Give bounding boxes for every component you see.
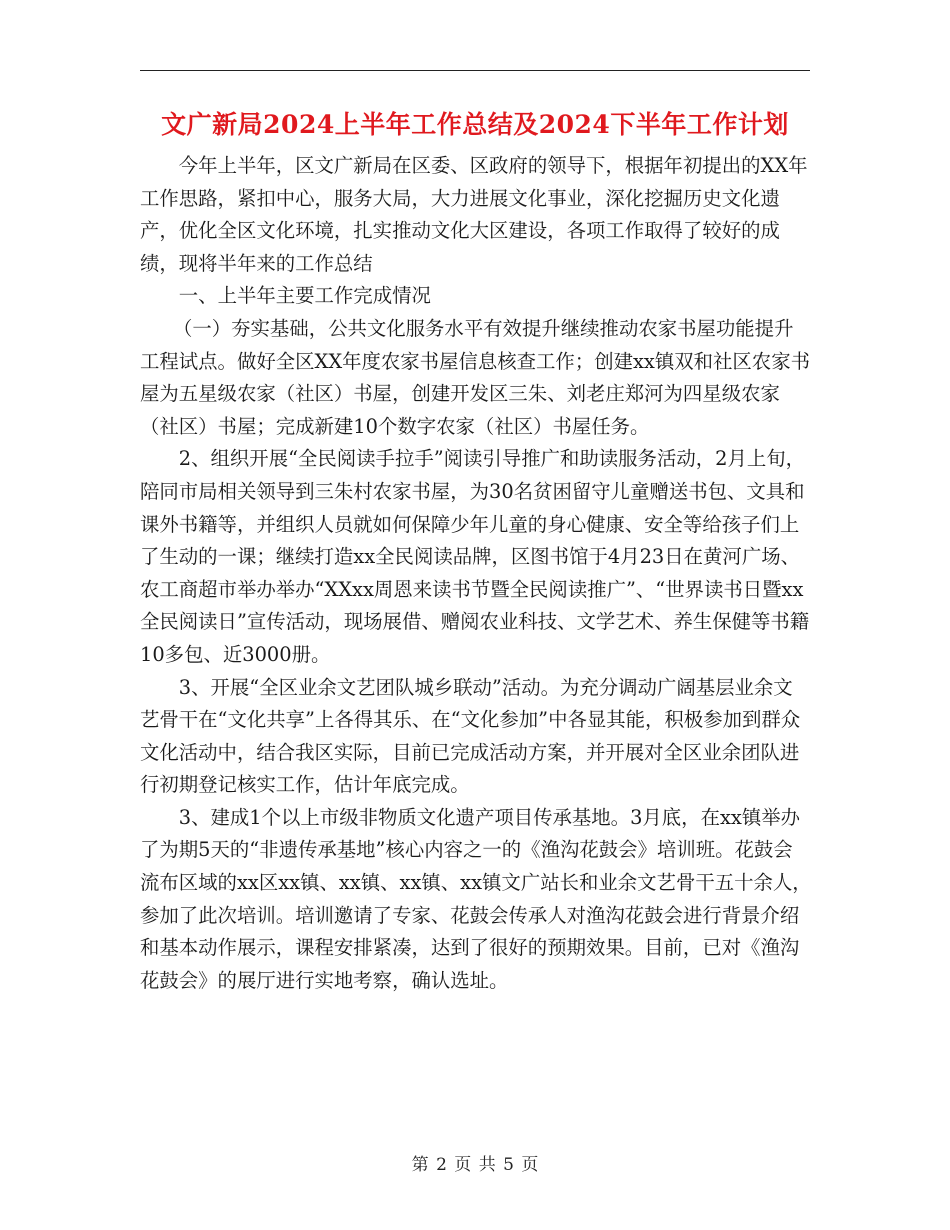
body-paragraph: 3、开展“全区业余文艺团队城乡联动”活动。为充分调动广阔基层业余文艺骨干在“文化共享”上各得其乐、在“文化参加”中各显其能，积极参加到群众文化活动中，结合我区实际，目前已完成活动方案，并开展对全区业余团队进行初期登记核实工作，估计年底完成。	[140, 675, 801, 797]
section-heading: 一、上半年主要工作完成情况	[178, 284, 431, 308]
document-body	[140, 150, 812, 997]
body-paragraph: 3、建成1个以上市级非物质文化遗产项目传承基地。3月底，在xx镇举办了为期5天的“非遗传承基地”核心内容之一的《渔沟花鼓会》培训班。花鼓会流布区域的xx区xx镇、xx镇、xx镇、xx镇文广站长和业余文艺骨干五十余人，参加了此次培训。培训邀请了专家、花鼓会传承人对渔沟花鼓会进行背景介绍和基本动作展示，课程安排紧凑，达到了很好的预期效果。目前，已对《渔沟花鼓会》的展厅进行实地考察，确认选址。	[140, 805, 812, 992]
document-title: 文广新局2024上半年工作总结及2024下半年工作计划	[161, 110, 789, 139]
page-number-footer: 第 2 页 共 5 页	[411, 1155, 539, 1175]
body-paragraph: （一）夯实基础，公共文化服务水平有效提升继续推动农家书屋功能提升工程试点。做好全区XX年度农家书屋信息核查工作；创建xx镇双和社区农家书屋为五星级农家（社区）书屋，创建开发区三朱、刘老庄郑河为四星级农家（社区）书屋；完成新建10个数字农家（社区）书屋任务。	[140, 316, 810, 438]
intro-paragraph: 今年上半年，区文广新局在区委、区政府的领导下，根据年初提出的XX年工作思路，紧扣中心，服务大局，大力进展文化事业，深化挖掘历史文化遗产，优化全区文化环境，扎实推动文化大区建设，各项工作取得了较好的成绩，现将半年来的工作总结	[140, 154, 808, 275]
header-rule	[140, 70, 810, 71]
body-paragraph: 2、组织开展“全民阅读手拉手”阅读引导推广和助读服务活动，2月上旬，陪同市局相关领导到三朱村农家书屋，为30名贫困留守儿童赠送书包、文具和课外书籍等，并组织人员就如何保障少年儿童的身心健康、安全等给孩子们上了生动的一课；继续打造xx全民阅读品牌，区图书馆于4月23日在黄河广场、农工商超市举办举办“XXxx周恩来读书节暨全民阅读推广”、“世界读书日暨xx全民阅读日”宣传活动，现场展借、赠阅农业科技、文学艺术、养生保健等书籍10多包、近3000册。	[140, 447, 810, 666]
